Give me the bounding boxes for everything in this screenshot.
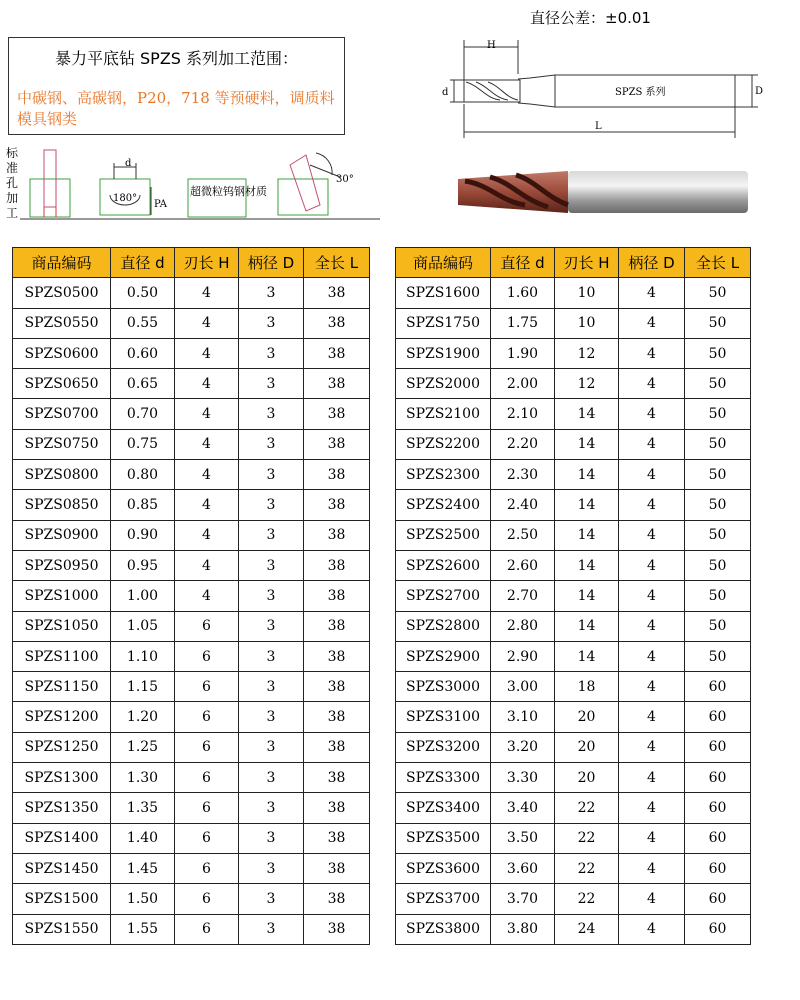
- table-cell: SPZS3400: [396, 793, 491, 823]
- table-cell: 3: [239, 581, 304, 611]
- table-cell: 3: [239, 399, 304, 429]
- table-cell: 1.55: [111, 914, 175, 944]
- table-cell: 38: [304, 611, 370, 641]
- table-cell: 20: [555, 732, 619, 762]
- table-cell: SPZS2700: [396, 581, 491, 611]
- table-cell: SPZS0550: [13, 308, 111, 338]
- table-cell: 4: [175, 490, 239, 520]
- table-cell: 3.80: [491, 914, 555, 944]
- table-row: [13, 641, 370, 671]
- table-cell: 50: [685, 338, 751, 368]
- table-cell: 4: [619, 369, 685, 399]
- table-cell: 4: [619, 793, 685, 823]
- table-cell: 4: [619, 914, 685, 944]
- table-cell: SPZS1100: [13, 641, 111, 671]
- table-cell: SPZS1350: [13, 793, 111, 823]
- table-cell: SPZS0950: [13, 550, 111, 580]
- table-cell: 60: [685, 914, 751, 944]
- table-cell: 14: [555, 520, 619, 550]
- table-cell: 4: [175, 308, 239, 338]
- table-cell: SPZS1900: [396, 338, 491, 368]
- table-cell: 4: [619, 399, 685, 429]
- table-cell: 3.30: [491, 763, 555, 793]
- table-cell: 50: [685, 399, 751, 429]
- table-row: [396, 369, 751, 399]
- table-cell: 4: [619, 611, 685, 641]
- table-row: [13, 429, 370, 459]
- table-cell: 3: [239, 369, 304, 399]
- table-cell: SPZS2500: [396, 520, 491, 550]
- table-row: [13, 672, 370, 702]
- table-cell: 6: [175, 611, 239, 641]
- table-row: [396, 520, 751, 550]
- label-d-process: d: [125, 158, 132, 169]
- table-cell: 6: [175, 853, 239, 883]
- table-cell: 1.05: [111, 611, 175, 641]
- table-row: [13, 581, 370, 611]
- table-cell: 3: [239, 763, 304, 793]
- table-row: [396, 914, 751, 944]
- table-cell: 22: [555, 793, 619, 823]
- column-header: 柄径 D: [619, 248, 685, 278]
- label-d-shank: D: [755, 86, 764, 97]
- table-row: [396, 702, 751, 732]
- label-180: 180°: [113, 193, 138, 204]
- column-header: 刃长 H: [555, 248, 619, 278]
- caption-standard-hole: 标准孔加工: [5, 146, 18, 220]
- table-row: [396, 884, 751, 914]
- table-cell: SPZS0500: [13, 278, 111, 308]
- table-cell: SPZS0600: [13, 338, 111, 368]
- column-header: 刃长 H: [175, 248, 239, 278]
- table-row: [396, 732, 751, 762]
- table-cell: 38: [304, 278, 370, 308]
- table-cell: 3: [239, 793, 304, 823]
- table-cell: 4: [175, 399, 239, 429]
- table-cell: 6: [175, 763, 239, 793]
- table-cell: 60: [685, 763, 751, 793]
- table-cell: 3: [239, 732, 304, 762]
- table-cell: 38: [304, 793, 370, 823]
- table-cell: 4: [175, 460, 239, 490]
- table-cell: 14: [555, 550, 619, 580]
- table-cell: 3.50: [491, 823, 555, 853]
- table-cell: 38: [304, 520, 370, 550]
- table-cell: 4: [619, 641, 685, 671]
- table-cell: 24: [555, 914, 619, 944]
- table-cell: 2.40: [491, 490, 555, 520]
- table-cell: 38: [304, 672, 370, 702]
- table-cell: 14: [555, 611, 619, 641]
- table-cell: 14: [555, 490, 619, 520]
- drill-product-image: [450, 165, 755, 221]
- table-cell: SPZS3600: [396, 853, 491, 883]
- table-cell: 4: [619, 884, 685, 914]
- table-cell: 3: [239, 702, 304, 732]
- table-cell: 4: [619, 429, 685, 459]
- table-cell: 3.20: [491, 732, 555, 762]
- table-cell: 2.20: [491, 429, 555, 459]
- table-cell: 6: [175, 732, 239, 762]
- table-row: [396, 641, 751, 671]
- table-row: [396, 490, 751, 520]
- table-cell: SPZS1050: [13, 611, 111, 641]
- table-cell: SPZS2200: [396, 429, 491, 459]
- table-row: [13, 369, 370, 399]
- table-cell: 0.50: [111, 278, 175, 308]
- table-cell: 0.70: [111, 399, 175, 429]
- table-cell: 3: [239, 914, 304, 944]
- table-cell: 4: [619, 520, 685, 550]
- table-cell: 14: [555, 641, 619, 671]
- table-row: [396, 550, 751, 580]
- table-cell: SPZS2000: [396, 369, 491, 399]
- table-cell: SPZS3700: [396, 884, 491, 914]
- table-cell: 20: [555, 763, 619, 793]
- table-cell: 38: [304, 550, 370, 580]
- table-row: [13, 278, 370, 308]
- series-marking: SPZS 系列: [615, 87, 666, 98]
- table-row: [13, 338, 370, 368]
- table-cell: 3: [239, 338, 304, 368]
- title-box: [8, 37, 345, 135]
- table-cell: 6: [175, 702, 239, 732]
- table-row: [396, 611, 751, 641]
- table-cell: 1.60: [491, 278, 555, 308]
- table-row: [396, 338, 751, 368]
- table-row: [13, 914, 370, 944]
- table-cell: 50: [685, 429, 751, 459]
- table-cell: SPZS3300: [396, 763, 491, 793]
- table-cell: 4: [619, 823, 685, 853]
- table-cell: 14: [555, 399, 619, 429]
- table-cell: 1.20: [111, 702, 175, 732]
- table-cell: 38: [304, 399, 370, 429]
- table-cell: 38: [304, 732, 370, 762]
- table-cell: 2.30: [491, 460, 555, 490]
- table-cell: SPZS1150: [13, 672, 111, 702]
- table-cell: 6: [175, 641, 239, 671]
- table-cell: 4: [619, 490, 685, 520]
- table-cell: SPZS2400: [396, 490, 491, 520]
- table-cell: 3: [239, 308, 304, 338]
- table-cell: 4: [175, 278, 239, 308]
- table-cell: 12: [555, 338, 619, 368]
- table-cell: 4: [175, 338, 239, 368]
- table-cell: 1.40: [111, 823, 175, 853]
- table-cell: 18: [555, 672, 619, 702]
- table-cell: 1.90: [491, 338, 555, 368]
- table-cell: 60: [685, 823, 751, 853]
- material-range: 中碳钢、高碳钢，P20，718 等预硬料，调质料模具钢类: [17, 89, 335, 128]
- table-cell: 1.00: [111, 581, 175, 611]
- table-cell: 3: [239, 550, 304, 580]
- table-cell: SPZS1500: [13, 884, 111, 914]
- table-cell: 38: [304, 763, 370, 793]
- table-row: [13, 823, 370, 853]
- table-cell: 3: [239, 672, 304, 702]
- table-cell: 2.90: [491, 641, 555, 671]
- table-header-row: [13, 248, 370, 278]
- table-row: [13, 520, 370, 550]
- table-cell: 4: [619, 550, 685, 580]
- column-header: 全长 L: [685, 248, 751, 278]
- column-header: 直径 d: [111, 248, 175, 278]
- table-cell: 50: [685, 520, 751, 550]
- table-cell: SPZS1400: [13, 823, 111, 853]
- table-cell: 60: [685, 732, 751, 762]
- table-cell: 3.40: [491, 793, 555, 823]
- table-cell: 2.50: [491, 520, 555, 550]
- table-cell: 1.30: [111, 763, 175, 793]
- table-cell: 12: [555, 369, 619, 399]
- table-cell: 4: [175, 429, 239, 459]
- label-pa: PA: [154, 199, 168, 210]
- table-cell: SPZS0700: [13, 399, 111, 429]
- table-row: [396, 672, 751, 702]
- label-30: 30°: [336, 174, 354, 185]
- table-cell: 3.10: [491, 702, 555, 732]
- table-cell: 2.10: [491, 399, 555, 429]
- table-cell: SPZS2900: [396, 641, 491, 671]
- drill-dimension-drawing: [430, 34, 790, 144]
- table-cell: 38: [304, 914, 370, 944]
- table-cell: 4: [619, 732, 685, 762]
- table-cell: 2.00: [491, 369, 555, 399]
- table-cell: 20: [555, 702, 619, 732]
- table-cell: 4: [619, 853, 685, 883]
- table-cell: 3: [239, 460, 304, 490]
- table-row: [396, 793, 751, 823]
- column-header: 商品编码: [13, 248, 111, 278]
- table-cell: 4: [619, 581, 685, 611]
- table-body-left: [13, 278, 370, 945]
- table-cell: 0.75: [111, 429, 175, 459]
- table-cell: 22: [555, 823, 619, 853]
- table-cell: 0.85: [111, 490, 175, 520]
- table-row: [13, 853, 370, 883]
- table-cell: 50: [685, 611, 751, 641]
- table-row: [13, 308, 370, 338]
- table-cell: 3: [239, 823, 304, 853]
- table-cell: 50: [685, 460, 751, 490]
- table-row: [396, 853, 751, 883]
- table-row: [13, 702, 370, 732]
- table-row: [13, 399, 370, 429]
- diameter-tolerance: 直径公差：±0.01: [530, 9, 651, 27]
- table-cell: 6: [175, 823, 239, 853]
- spec-table-left: [12, 247, 370, 945]
- table-cell: 50: [685, 369, 751, 399]
- table-cell: 3: [239, 429, 304, 459]
- table-cell: 60: [685, 793, 751, 823]
- table-row: [396, 581, 751, 611]
- table-cell: SPZS3200: [396, 732, 491, 762]
- table-cell: 3.70: [491, 884, 555, 914]
- table-cell: 38: [304, 490, 370, 520]
- table-cell: SPZS1000: [13, 581, 111, 611]
- table-cell: 6: [175, 884, 239, 914]
- table-row: [396, 460, 751, 490]
- table-cell: 6: [175, 793, 239, 823]
- table-cell: 4: [619, 308, 685, 338]
- table-cell: 14: [555, 460, 619, 490]
- table-cell: 38: [304, 641, 370, 671]
- table-cell: SPZS2100: [396, 399, 491, 429]
- table-cell: 3: [239, 611, 304, 641]
- table-row: [396, 308, 751, 338]
- table-cell: 3: [239, 853, 304, 883]
- table-cell: 60: [685, 672, 751, 702]
- label-d-small: d: [442, 87, 449, 98]
- table-cell: 4: [175, 520, 239, 550]
- table-cell: SPZS0850: [13, 490, 111, 520]
- table-header-row: [396, 248, 751, 278]
- table-cell: SPZS1600: [396, 278, 491, 308]
- table-cell: SPZS0800: [13, 460, 111, 490]
- table-cell: 4: [619, 702, 685, 732]
- label-l: L: [595, 121, 602, 132]
- table-cell: SPZS1200: [13, 702, 111, 732]
- table-cell: SPZS2800: [396, 611, 491, 641]
- table-cell: 4: [619, 672, 685, 702]
- table-cell: 0.90: [111, 520, 175, 550]
- table-cell: 38: [304, 853, 370, 883]
- table-cell: 50: [685, 308, 751, 338]
- table-cell: 60: [685, 884, 751, 914]
- table-row: [13, 732, 370, 762]
- table-cell: 2.70: [491, 581, 555, 611]
- table-cell: 22: [555, 853, 619, 883]
- table-cell: 4: [175, 581, 239, 611]
- table-cell: 1.25: [111, 732, 175, 762]
- column-header: 柄径 D: [239, 248, 304, 278]
- table-cell: SPZS0650: [13, 369, 111, 399]
- label-h: H: [487, 40, 496, 51]
- table-cell: SPZS3800: [396, 914, 491, 944]
- table-cell: 38: [304, 460, 370, 490]
- table-cell: SPZS2600: [396, 550, 491, 580]
- table-cell: 50: [685, 550, 751, 580]
- table-cell: SPZS1450: [13, 853, 111, 883]
- table-cell: 60: [685, 853, 751, 883]
- table-cell: SPZS3500: [396, 823, 491, 853]
- table-cell: SPZS2300: [396, 460, 491, 490]
- table-cell: 6: [175, 914, 239, 944]
- table-cell: SPZS1300: [13, 763, 111, 793]
- table-cell: 38: [304, 702, 370, 732]
- table-cell: 1.35: [111, 793, 175, 823]
- table-cell: 0.95: [111, 550, 175, 580]
- table-cell: 38: [304, 369, 370, 399]
- table-cell: 3: [239, 884, 304, 914]
- table-cell: 4: [619, 338, 685, 368]
- spec-table-right: [395, 247, 751, 945]
- table-cell: 38: [304, 823, 370, 853]
- table-cell: SPZS1750: [396, 308, 491, 338]
- table-row: [13, 490, 370, 520]
- table-cell: 3: [239, 490, 304, 520]
- table-cell: 38: [304, 308, 370, 338]
- table-cell: 50: [685, 490, 751, 520]
- table-cell: 4: [619, 763, 685, 793]
- table-cell: SPZS3100: [396, 702, 491, 732]
- table-row: [13, 884, 370, 914]
- table-cell: 1.75: [491, 308, 555, 338]
- table-cell: 38: [304, 338, 370, 368]
- table-row: [396, 278, 751, 308]
- table-row: [13, 550, 370, 580]
- table-cell: SPZS1250: [13, 732, 111, 762]
- table-cell: SPZS0900: [13, 520, 111, 550]
- table-cell: 4: [175, 369, 239, 399]
- table-cell: 4: [175, 550, 239, 580]
- table-cell: 1.45: [111, 853, 175, 883]
- table-cell: SPZS0750: [13, 429, 111, 459]
- table-cell: 4: [619, 460, 685, 490]
- table-cell: 1.10: [111, 641, 175, 671]
- table-cell: 10: [555, 308, 619, 338]
- table-cell: SPZS1550: [13, 914, 111, 944]
- table-cell: 50: [685, 641, 751, 671]
- table-row: [13, 793, 370, 823]
- column-header: 商品编码: [396, 248, 491, 278]
- table-cell: 4: [619, 278, 685, 308]
- table-cell: 1.15: [111, 672, 175, 702]
- table-cell: 0.60: [111, 338, 175, 368]
- product-title: 暴力平底钻 SPZS 系列加工范围：: [54, 49, 299, 68]
- table-row: [13, 611, 370, 641]
- table-cell: 3: [239, 520, 304, 550]
- table-cell: 14: [555, 429, 619, 459]
- table-row: [396, 429, 751, 459]
- table-cell: 3.60: [491, 853, 555, 883]
- table-cell: 3: [239, 641, 304, 671]
- table-cell: 60: [685, 702, 751, 732]
- table-body-right: [396, 278, 751, 945]
- table-cell: 10: [555, 278, 619, 308]
- table-cell: 6: [175, 672, 239, 702]
- table-cell: 0.80: [111, 460, 175, 490]
- column-header: 全长 L: [304, 248, 370, 278]
- table-cell: 14: [555, 581, 619, 611]
- table-cell: 0.55: [111, 308, 175, 338]
- table-cell: 38: [304, 581, 370, 611]
- process-diagrams: [20, 145, 380, 225]
- table-cell: 38: [304, 884, 370, 914]
- table-cell: 50: [685, 581, 751, 611]
- table-cell: 38: [304, 429, 370, 459]
- table-cell: 2.60: [491, 550, 555, 580]
- table-cell: 3.00: [491, 672, 555, 702]
- table-row: [13, 763, 370, 793]
- table-cell: 22: [555, 884, 619, 914]
- table-row: [396, 399, 751, 429]
- table-cell: SPZS3000: [396, 672, 491, 702]
- table-row: [396, 823, 751, 853]
- table-row: [13, 460, 370, 490]
- table-cell: 50: [685, 278, 751, 308]
- table-cell: 0.65: [111, 369, 175, 399]
- table-cell: 2.80: [491, 611, 555, 641]
- table-row: [396, 763, 751, 793]
- column-header: 直径 d: [491, 248, 555, 278]
- table-cell: 1.50: [111, 884, 175, 914]
- table-cell: 3: [239, 278, 304, 308]
- caption-material: 超微粒钨钢材质: [190, 185, 267, 198]
